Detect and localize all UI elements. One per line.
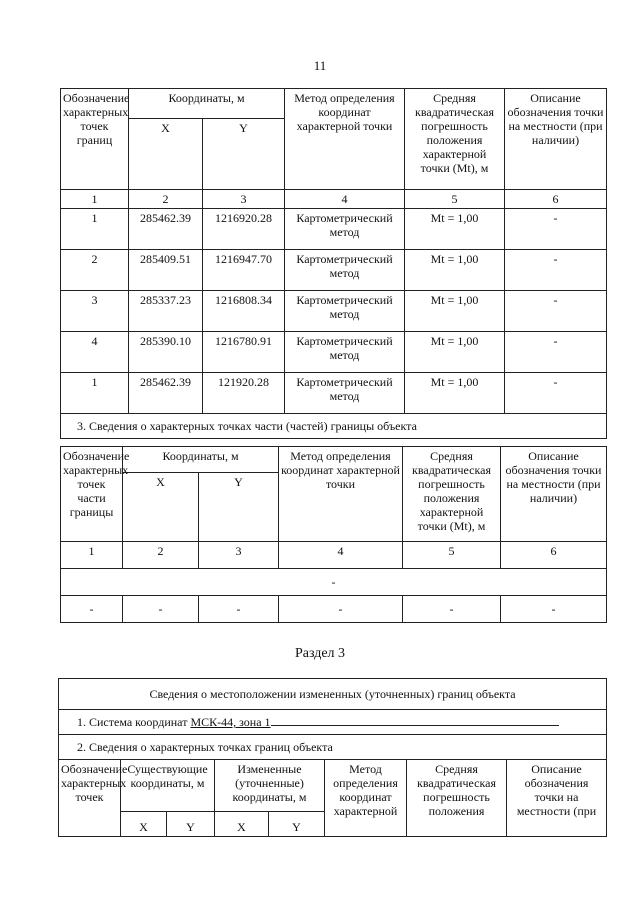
- header-x: X: [129, 119, 203, 190]
- mt: Mt = 1,00: [405, 373, 505, 414]
- col-num: 4: [285, 190, 405, 209]
- coord-system-label: 1. Система координат: [77, 715, 188, 729]
- header-point: Обозначение характерных точек: [59, 760, 121, 837]
- table-row: [61, 209, 607, 250]
- point-id: 1: [61, 209, 129, 250]
- coord-x: 285409.51: [129, 250, 203, 291]
- dash-cell: -: [403, 596, 501, 623]
- header-desc: Описание обозначения точки на местности (при: [507, 760, 607, 837]
- header-desc: Описание обозначения точки на местности (при наличии): [501, 447, 607, 542]
- desc: -: [505, 332, 607, 373]
- coord-y: 1216780.91: [203, 332, 285, 373]
- section-heading: 3. Сведения о характерных точках части (частей) границы объекта: [61, 414, 607, 439]
- mt: Mt = 1,00: [405, 209, 505, 250]
- coord-system-row: [59, 710, 607, 735]
- mt: Mt = 1,00: [405, 250, 505, 291]
- header-desc: Описание обозначения точки на местности (при наличии): [505, 89, 607, 190]
- header-point: Обозначение характерных точек части границы: [61, 447, 123, 542]
- empty-part-row: -: [61, 569, 607, 596]
- col-num: 1: [61, 542, 123, 569]
- point-id: 1: [61, 373, 129, 414]
- coord-x: 285390.10: [129, 332, 203, 373]
- mt: Mt = 1,00: [405, 332, 505, 373]
- header-coords: Координаты, м: [123, 447, 279, 473]
- col-num: 5: [405, 190, 505, 209]
- desc: -: [505, 373, 607, 414]
- boundary-points-table: [60, 88, 607, 439]
- page-number: 11: [313, 58, 327, 73]
- table-title: Сведения о местоположении измененных (уточненных) границ объекта: [59, 679, 607, 710]
- header-y: Y: [199, 473, 279, 542]
- method: Картометрический метод: [285, 291, 405, 332]
- header-method: Метод определения координат характерной точки: [279, 447, 403, 542]
- coord-x: 285337.23: [129, 291, 203, 332]
- changed-boundaries-table: [58, 678, 607, 837]
- table-row: [61, 596, 607, 623]
- table-row: [61, 250, 607, 291]
- dash-cell: -: [279, 596, 403, 623]
- coord-y: 1216920.28: [203, 209, 285, 250]
- coord-y: 121920.28: [203, 373, 285, 414]
- dash-cell: -: [123, 596, 199, 623]
- section-title: Раздел 3: [294, 646, 346, 661]
- header-y: Y: [203, 119, 285, 190]
- method: Картометрический метод: [285, 332, 405, 373]
- header-method: Метод определения координат характерной точки: [285, 89, 405, 190]
- header-coords: Координаты, м: [129, 89, 285, 119]
- desc: -: [505, 291, 607, 332]
- coord-x: 285462.39: [129, 209, 203, 250]
- header-changed: Измененные (уточненные) координаты, м: [215, 760, 325, 812]
- dash-cell: -: [61, 596, 123, 623]
- header-error: Средняя квадратическая погрешность положения характерной точки (Mt), м: [403, 447, 501, 542]
- dash-cell: -: [501, 596, 607, 623]
- table-row: [61, 373, 607, 414]
- coord-y: 1216947.70: [203, 250, 285, 291]
- header-changed-y: Y: [269, 812, 325, 837]
- header-x: X: [123, 473, 199, 542]
- col-num: 3: [199, 542, 279, 569]
- point-id: 4: [61, 332, 129, 373]
- table-row: [61, 332, 607, 373]
- method: Картометрический метод: [285, 250, 405, 291]
- dash-cell: -: [199, 596, 279, 623]
- point-id: 3: [61, 291, 129, 332]
- col-num: 6: [501, 542, 607, 569]
- header-existing-x: X: [121, 812, 167, 837]
- header-existing: Существующие координаты, м: [121, 760, 215, 812]
- col-num: 4: [279, 542, 403, 569]
- points-heading: 2. Сведения о характерных точках границ объекта: [59, 735, 607, 760]
- header-existing-y: Y: [167, 812, 215, 837]
- coord-system-value: МСК-44, зона 1: [190, 715, 271, 729]
- coord-x: 285462.39: [129, 373, 203, 414]
- table-row: [61, 291, 607, 332]
- col-num: 2: [129, 190, 203, 209]
- desc: -: [505, 209, 607, 250]
- mt: Mt = 1,00: [405, 291, 505, 332]
- header-point: Обозначение характерных точек границ: [61, 89, 129, 190]
- underline-fill: [271, 715, 559, 726]
- desc: -: [505, 250, 607, 291]
- part-boundary-points-table: [60, 446, 607, 623]
- col-num: 5: [403, 542, 501, 569]
- col-num: 2: [123, 542, 199, 569]
- col-num: 3: [203, 190, 285, 209]
- coord-y: 1216808.34: [203, 291, 285, 332]
- col-num: 6: [505, 190, 607, 209]
- header-error: Средняя квадратическая погрешность положения: [407, 760, 507, 837]
- method: Картометрический метод: [285, 209, 405, 250]
- col-num: 1: [61, 190, 129, 209]
- header-error: Средняя квадратическая погрешность положения характерной точки (Mt), м: [405, 89, 505, 190]
- header-method: Метод определения координат характерной: [325, 760, 407, 837]
- method: Картометрический метод: [285, 373, 405, 414]
- header-changed-x: X: [215, 812, 269, 837]
- point-id: 2: [61, 250, 129, 291]
